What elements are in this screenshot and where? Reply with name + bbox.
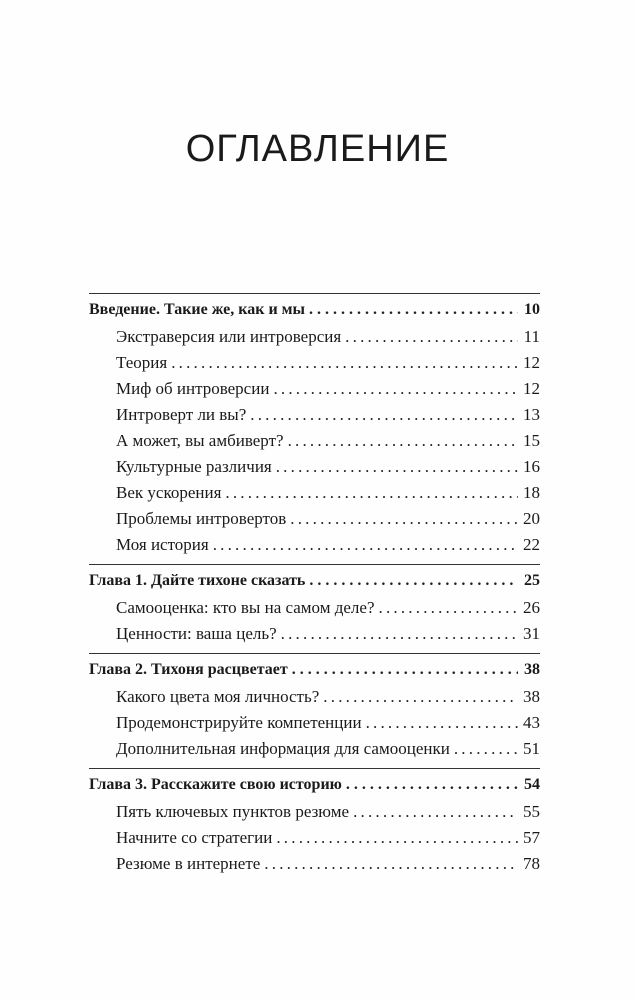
dot-leader xyxy=(171,353,518,373)
page-number: 12 xyxy=(523,379,540,398)
chapter-title: Глава 3. Расскажите свою историю xyxy=(89,776,342,793)
page-number: 11 xyxy=(523,327,540,346)
item-title: Теория xyxy=(116,353,168,372)
page-number: 31 xyxy=(523,624,540,643)
toc-item[interactable] xyxy=(89,624,540,650)
page-number: 15 xyxy=(523,431,540,450)
toc-item[interactable] xyxy=(89,431,540,457)
dot-leader xyxy=(290,509,518,529)
item-title: Резюме в интернете xyxy=(116,854,261,873)
dot-leader xyxy=(323,687,518,707)
item-title: Пять ключевых пунктов резюме xyxy=(116,802,350,821)
page-number: 25 xyxy=(524,572,540,589)
dot-leader xyxy=(273,379,518,399)
page-title: ОГЛАВЛЕНИЕ xyxy=(185,128,450,170)
page-number: 43 xyxy=(523,713,540,732)
toc-item[interactable] xyxy=(89,457,540,483)
toc-item[interactable] xyxy=(89,828,540,854)
item-title: Культурные различия xyxy=(116,457,272,476)
dot-leader xyxy=(281,624,518,644)
dot-leader xyxy=(288,431,518,451)
section-divider xyxy=(89,768,540,769)
toc-chapter[interactable] xyxy=(89,301,540,327)
page-number: 13 xyxy=(523,405,540,424)
toc-item[interactable] xyxy=(89,535,540,561)
dot-leader xyxy=(250,405,518,425)
dot-leader xyxy=(276,457,518,477)
page-number: 20 xyxy=(523,509,540,528)
toc-chapter[interactable] xyxy=(89,572,540,598)
toc-item[interactable] xyxy=(89,353,540,379)
dot-leader xyxy=(309,301,518,319)
item-title: Какого цвета моя личность? xyxy=(116,687,320,706)
section-divider xyxy=(89,653,540,654)
dot-leader xyxy=(454,739,518,759)
item-title: Интроверт ли вы? xyxy=(116,405,247,424)
toc-item[interactable] xyxy=(89,598,540,624)
page-number: 38 xyxy=(523,687,540,706)
page-number: 54 xyxy=(524,776,540,793)
toc-item[interactable] xyxy=(89,739,540,765)
item-title: Самооценка: кто вы на самом деле? xyxy=(116,598,375,617)
dot-leader xyxy=(353,802,518,822)
page-number: 12 xyxy=(523,353,540,372)
item-title: Ценности: ваша цель? xyxy=(116,624,277,643)
section-divider xyxy=(89,564,540,565)
dot-leader xyxy=(213,535,518,555)
dot-leader xyxy=(276,828,518,848)
page-number: 51 xyxy=(523,739,540,758)
toc-item[interactable] xyxy=(89,483,540,509)
item-title: Продемонстрируйте компетенции xyxy=(116,713,362,732)
table-of-contents xyxy=(89,290,540,880)
chapter-title: Глава 2. Тихоня расцветает xyxy=(89,661,288,678)
item-title: Миф об интроверсии xyxy=(116,379,270,398)
item-title: Проблемы интровертов xyxy=(116,509,287,528)
page-number: 57 xyxy=(523,828,540,847)
toc-item[interactable] xyxy=(89,405,540,431)
page-number: 38 xyxy=(524,661,540,678)
dot-leader xyxy=(225,483,518,503)
toc-item[interactable] xyxy=(89,509,540,535)
page-number: 78 xyxy=(523,854,540,873)
page-number: 55 xyxy=(523,802,540,821)
toc-item[interactable] xyxy=(89,687,540,713)
dot-leader xyxy=(346,776,518,794)
toc-item[interactable] xyxy=(89,379,540,405)
page-number: 26 xyxy=(523,598,540,617)
toc-item[interactable] xyxy=(89,327,540,353)
dot-leader xyxy=(366,713,518,733)
section-divider xyxy=(89,293,540,294)
dot-leader xyxy=(345,327,518,347)
item-title: А может, вы амбиверт? xyxy=(116,431,284,450)
chapter-title: Введение. Такие же, как и мы xyxy=(89,301,306,318)
item-title: Моя история xyxy=(116,535,209,554)
page-number: 10 xyxy=(524,301,540,318)
toc-item[interactable] xyxy=(89,802,540,828)
page-number: 22 xyxy=(523,535,540,554)
toc-chapter[interactable] xyxy=(89,661,540,687)
toc-item[interactable] xyxy=(89,854,540,880)
toc-chapter[interactable] xyxy=(89,776,540,802)
chapter-title: Глава 1. Дайте тихоне сказать xyxy=(89,572,306,589)
item-title: Век ускорения xyxy=(116,483,222,502)
dot-leader xyxy=(264,854,518,874)
dot-leader xyxy=(292,661,518,679)
page-number: 16 xyxy=(523,457,540,476)
dot-leader xyxy=(309,572,518,590)
page-number: 18 xyxy=(523,483,540,502)
dot-leader xyxy=(379,598,519,618)
item-title: Экстраверсия или интроверсия xyxy=(116,327,342,346)
toc-item[interactable] xyxy=(89,713,540,739)
item-title: Начните со стратегии xyxy=(116,828,273,847)
item-title: Дополнительная информация для самооценки xyxy=(116,739,450,758)
